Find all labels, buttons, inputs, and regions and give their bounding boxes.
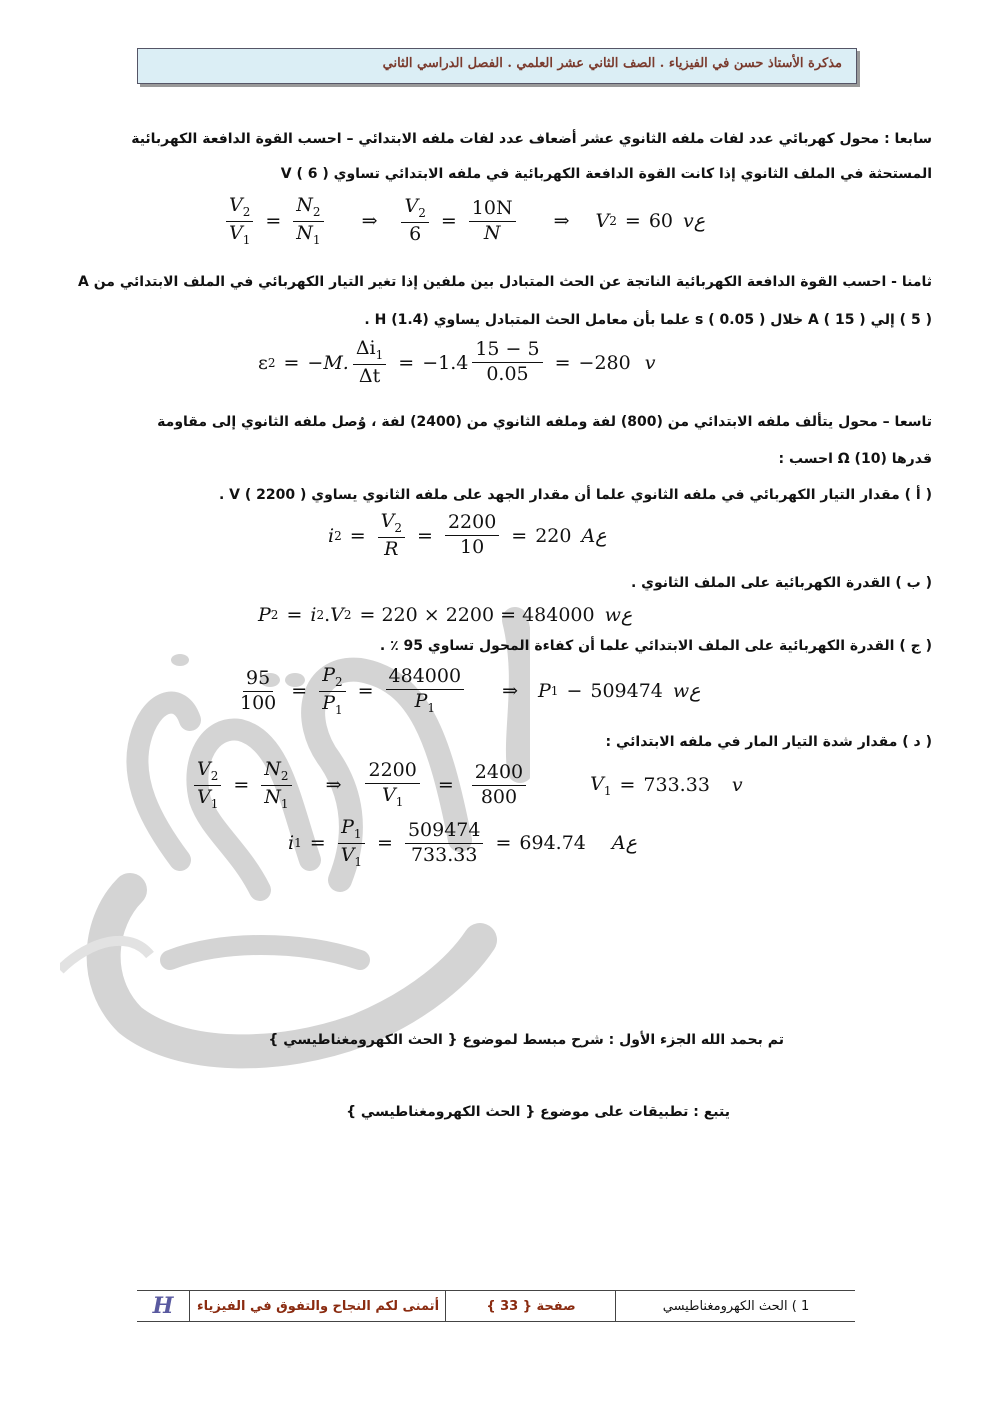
q9b-text: ( ب ) القدرة الكهربائية على الملف الثانوي . bbox=[630, 575, 932, 591]
q7-equation: $\frac{V_2}{V_1}$ = $\frac{N_2}{N_1}$ ⇒ $\frac{V_2}{6}$ = $\frac{10N}{N}$ ⇒ V 2 = 60 vع bbox=[222, 195, 705, 247]
footer-page: صفحة { 33 } bbox=[486, 1298, 576, 1314]
footer-page-cell bbox=[445, 1291, 616, 1321]
page-footer bbox=[137, 1290, 855, 1322]
page-header bbox=[137, 48, 857, 84]
q7-line2: المستحثة في الملف الثانوي إذا كانت القوة الدافعة الكهربائية في ملفه الابتدائي تساوي V ( 6 ) bbox=[280, 166, 932, 182]
q9a-equation: i 2 = $\frac{V_2}{R}$ = $\frac{2200}{10}$ = 220 Aع bbox=[328, 510, 607, 560]
footer-logo bbox=[137, 1291, 189, 1321]
q9-line2: قدرها Ω (10) احسب : bbox=[778, 451, 932, 467]
q9b-equation: P 2 = i 2 . V 2 = 220 × 2200 = 484000 wع bbox=[258, 604, 633, 626]
q9d-equation-current: i 1 = $\frac{P_1}{V_1}$ = $\frac{509474}{733.33}$ = 694.74 Aع bbox=[288, 816, 637, 869]
q8-equation: ε 2 = −M. $\frac{\Delta i_1}{\Delta t}$ = −1.4 $\frac{15 - 5}{0.05}$ = −280 v bbox=[258, 337, 656, 387]
footer-chapter: 1 ) الحث الكهرومغناطيسي bbox=[662, 1298, 810, 1314]
q9c-text: ( ج ) القدرة الكهربائية على الملف الابتدائي علما أن كفاءة المحول تساوي 95 ٪ . bbox=[379, 638, 932, 654]
q9c-equation: $\frac{95}{100}$ = $\frac{P_2}{P_1}$ = $\frac{484000}{P_1}$ ⇒ P 1 − 509474 wع bbox=[240, 664, 701, 717]
q8-line1: ثامنا - احسب القوة الدافعة الكهربائية الناتجة عن الحث المتبادل بين ملفين إذا تغير التيار الكهربائي في الملف الابتدائي من A bbox=[77, 274, 932, 290]
footer-wish: أتمنى لكم النجاح والتفوق في الفيزياء bbox=[196, 1298, 440, 1314]
closing-line2: يتبع : تطبيقات على موضوع { الحث الكهرومغناطيسي } bbox=[346, 1104, 730, 1120]
q9d-equation-voltage: $\frac{V_2}{V_1}$ = $\frac{N_2}{N_1}$ ⇒ $\frac{2200}{V_1}$ = $\frac{2400}{800}$ $V_1$ = 733.33 v bbox=[190, 759, 743, 811]
q7-line1: سابعا : محول كهربائي عدد لفات ملفه الثانوي عشر أضعاف عدد لفات ملفه الابتدائي – احسب القوة الدافعة الكهربائية bbox=[131, 131, 932, 147]
q8-line2: ( 5 ) إلي A ( 15 ) خلال s ( 0.05 ) علما بأن معامل الحث المتبادل يساوي H (1.4) . bbox=[364, 312, 932, 328]
q9a-text: ( أ ) مقدار التيار الكهربائي في ملفه الثانوي علما أن مقدار الجهد على ملفه الثانوي يساوي V ( 2200 ) . bbox=[218, 487, 932, 503]
closing-line1: تم بحمد الله الجزء الأول : شرح مبسط لموضوع { الحث الكهرومغناطيسي } bbox=[268, 1032, 784, 1048]
logo-icon: H bbox=[152, 1293, 174, 1319]
q9d-text: ( د ) مقدار شدة التيار المار في ملفه الابتدائي : bbox=[605, 734, 932, 750]
header-title: مذكرة الأستاذ حسن في الفيزياء . الصف الثاني عشر العلمي . الفصل الدراسي الثاني bbox=[382, 56, 842, 71]
q9-line1: تاسعا – محول يتألف ملفه الابتدائي من (800) لفة وملفه الثانوي من (2400) لفة ، وُصل ملفه الثانوي إلى مقاومة bbox=[157, 414, 932, 430]
footer-chapter-cell bbox=[615, 1291, 856, 1321]
footer-wish-cell bbox=[189, 1291, 446, 1321]
